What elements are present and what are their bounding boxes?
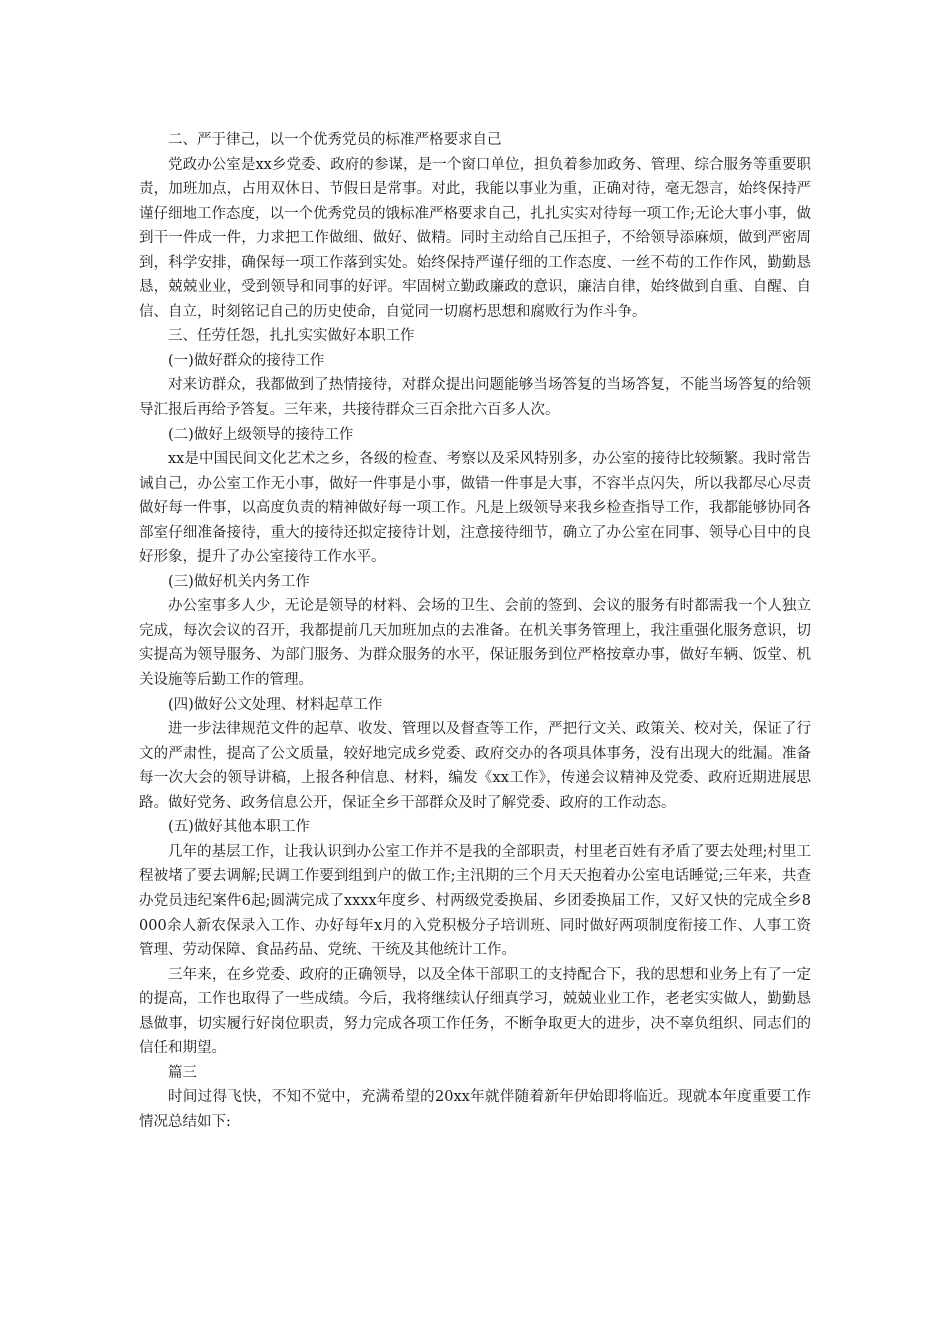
paragraph-internal-affairs: 办公室事多人少，无论是领导的材料、会场的卫生、会前的签到、会议的服务有时都需我一个人独立完成，每次会议的召开，我都提前几天加班加点的去准备。在机关事务管理上，我注重强化服务意识，切实提高为领导服务、为部门服务、为群众服务的水平，保证服务到位严格按章办事，做好车辆、饭堂、机关设施等后勤工作的管理。 (139, 598, 811, 689)
paragraph-office-role: 党政办公室是xx乡党委、政府的参谋，是一个窗口单位，担负着参加政务、管理、综合服务等重要职责，加班加点，占用双休日、节假日是常事。对此，我能以事业为重，正确对待，毫无怨言，始终保持严谨仔细地工作态度，以一个优秀党员的饿标准严格要求自己，扎扎实实对待每一项工作;无论大事小事，做到干一件成一件，力求把工作做细、做好、做精。同时主动给自己压担子，不给领导添麻烦，做到严密周到，科学安排，确保每一项工作落到实处。始终保持严谨仔细的工作态度、一丝不苟的工作作风，勤勤恳恳，兢兢业业，受到领导和同事的好评。牢固树立勤政廉政的意识，廉洁自律，始终做到自重、自醒、自信、自立，时刻铭记自己的历史使命，自觉同一切腐朽思想和腐败行为作斗争。 (139, 156, 811, 320)
paragraph-conclusion: 三年来，在乡党委、政府的正确领导，以及全体干部职工的支持配合下，我的思想和业务上有了一定的提高，工作也取得了一些成绩。今后，我将继续认仔细真学习，兢兢业业工作，老老实实做人，勤勤恳恳做事，切实履行好岗位职责，努力完成各项工作任务，不断争取更大的进步，决不辜负组织、同志们的信任和期望。 (139, 966, 811, 1057)
subheading-internal-affairs: (三)做好机关内务工作 (168, 573, 310, 590)
subheading-document-handling: (四)做好公文处理、材料起草工作 (168, 696, 383, 713)
subheading-other-duties: (五)做好其他本职工作 (168, 819, 310, 836)
heading-discipline: 二、严于律己，以一个优秀党员的标准严格要求自己 (168, 132, 502, 148)
paragraph-leader-reception: xx是中国民间文化艺术之乡，各级的检查、考察以及采风特别多，办公室的接待比较频繁。我时常告诫自己，办公室工作无小事，做好一件事是小事，做错一件事是大事，不容半点闪失，所以我都尽心尽责做好每一件事，以高度负责的精神做好每一项工作。凡是上级领导来我乡检查指导工作，我都能够协同各部室仔细准备接待，重大的接待还拟定接待计划，注意接待细节，确立了办公室在同事、领导心目中的良好形象，提升了办公室接待工作水平。 (139, 451, 811, 566)
paragraph-public-reception: 对来访群众，我都做到了热情接待，对群众提出问题能够当场答复的当场答复，不能当场答复的给领导汇报后再给予答复。三年来，共接待群众三百余批六百多人次。 (139, 377, 811, 419)
document-body (139, 128, 811, 1134)
paragraph-other-duties: 几年的基层工作，让我认识到办公室工作并不是我的全部职责，村里老百姓有矛盾了要去处理;村里工程被堵了要去调解;民调工作要到组到户的做工作;主汛期的三个月天天抱着办公室电话睡觉;三年来，共查办党员违纪案件6起;圆满完成了xxxx年度乡、村两级党委换届、乡团委换届工作，又好又快的完成全乡8000余人新农保录入工作、办好每年x月的入党积极分子培训班、同时做好两项制度衔接工作、人事工资管理、劳动保障、食品药品、党统、干统及其他统计工作。 (139, 843, 811, 959)
heading-diligent-work: 三、任劳任怨，扎扎实实做好本职工作 (168, 328, 415, 345)
paragraph-document-handling: 进一步法律规范文件的起草、收发、管理以及督查等工作，严把行文关、政策关、校对关，保证了行文的严肃性，提高了公文质量，较好地完成乡党委、政府交办的各项具体事务，没有出现大的纰漏。准备每一次大会的领导讲稿，上报各种信息、材料，编发《xx工作》，传递会议精神及党委、政府近期进展思路。做好党务、政务信息公开，保证全乡干部群众及时了解党委、政府的工作动态。 (139, 721, 811, 811)
paragraph-part-three-intro: 时间过得飞快，不知不觉中，充满希望的20xx年就伴随着新年伊始即将临近。现就本年度重要工作情况总结如下: (139, 1089, 811, 1130)
subheading-public-reception: (一)做好群众的接待工作 (168, 352, 325, 369)
heading-part-three: 篇三 (168, 1064, 197, 1081)
subheading-leader-reception: (二)做好上级领导的接待工作 (168, 426, 354, 443)
